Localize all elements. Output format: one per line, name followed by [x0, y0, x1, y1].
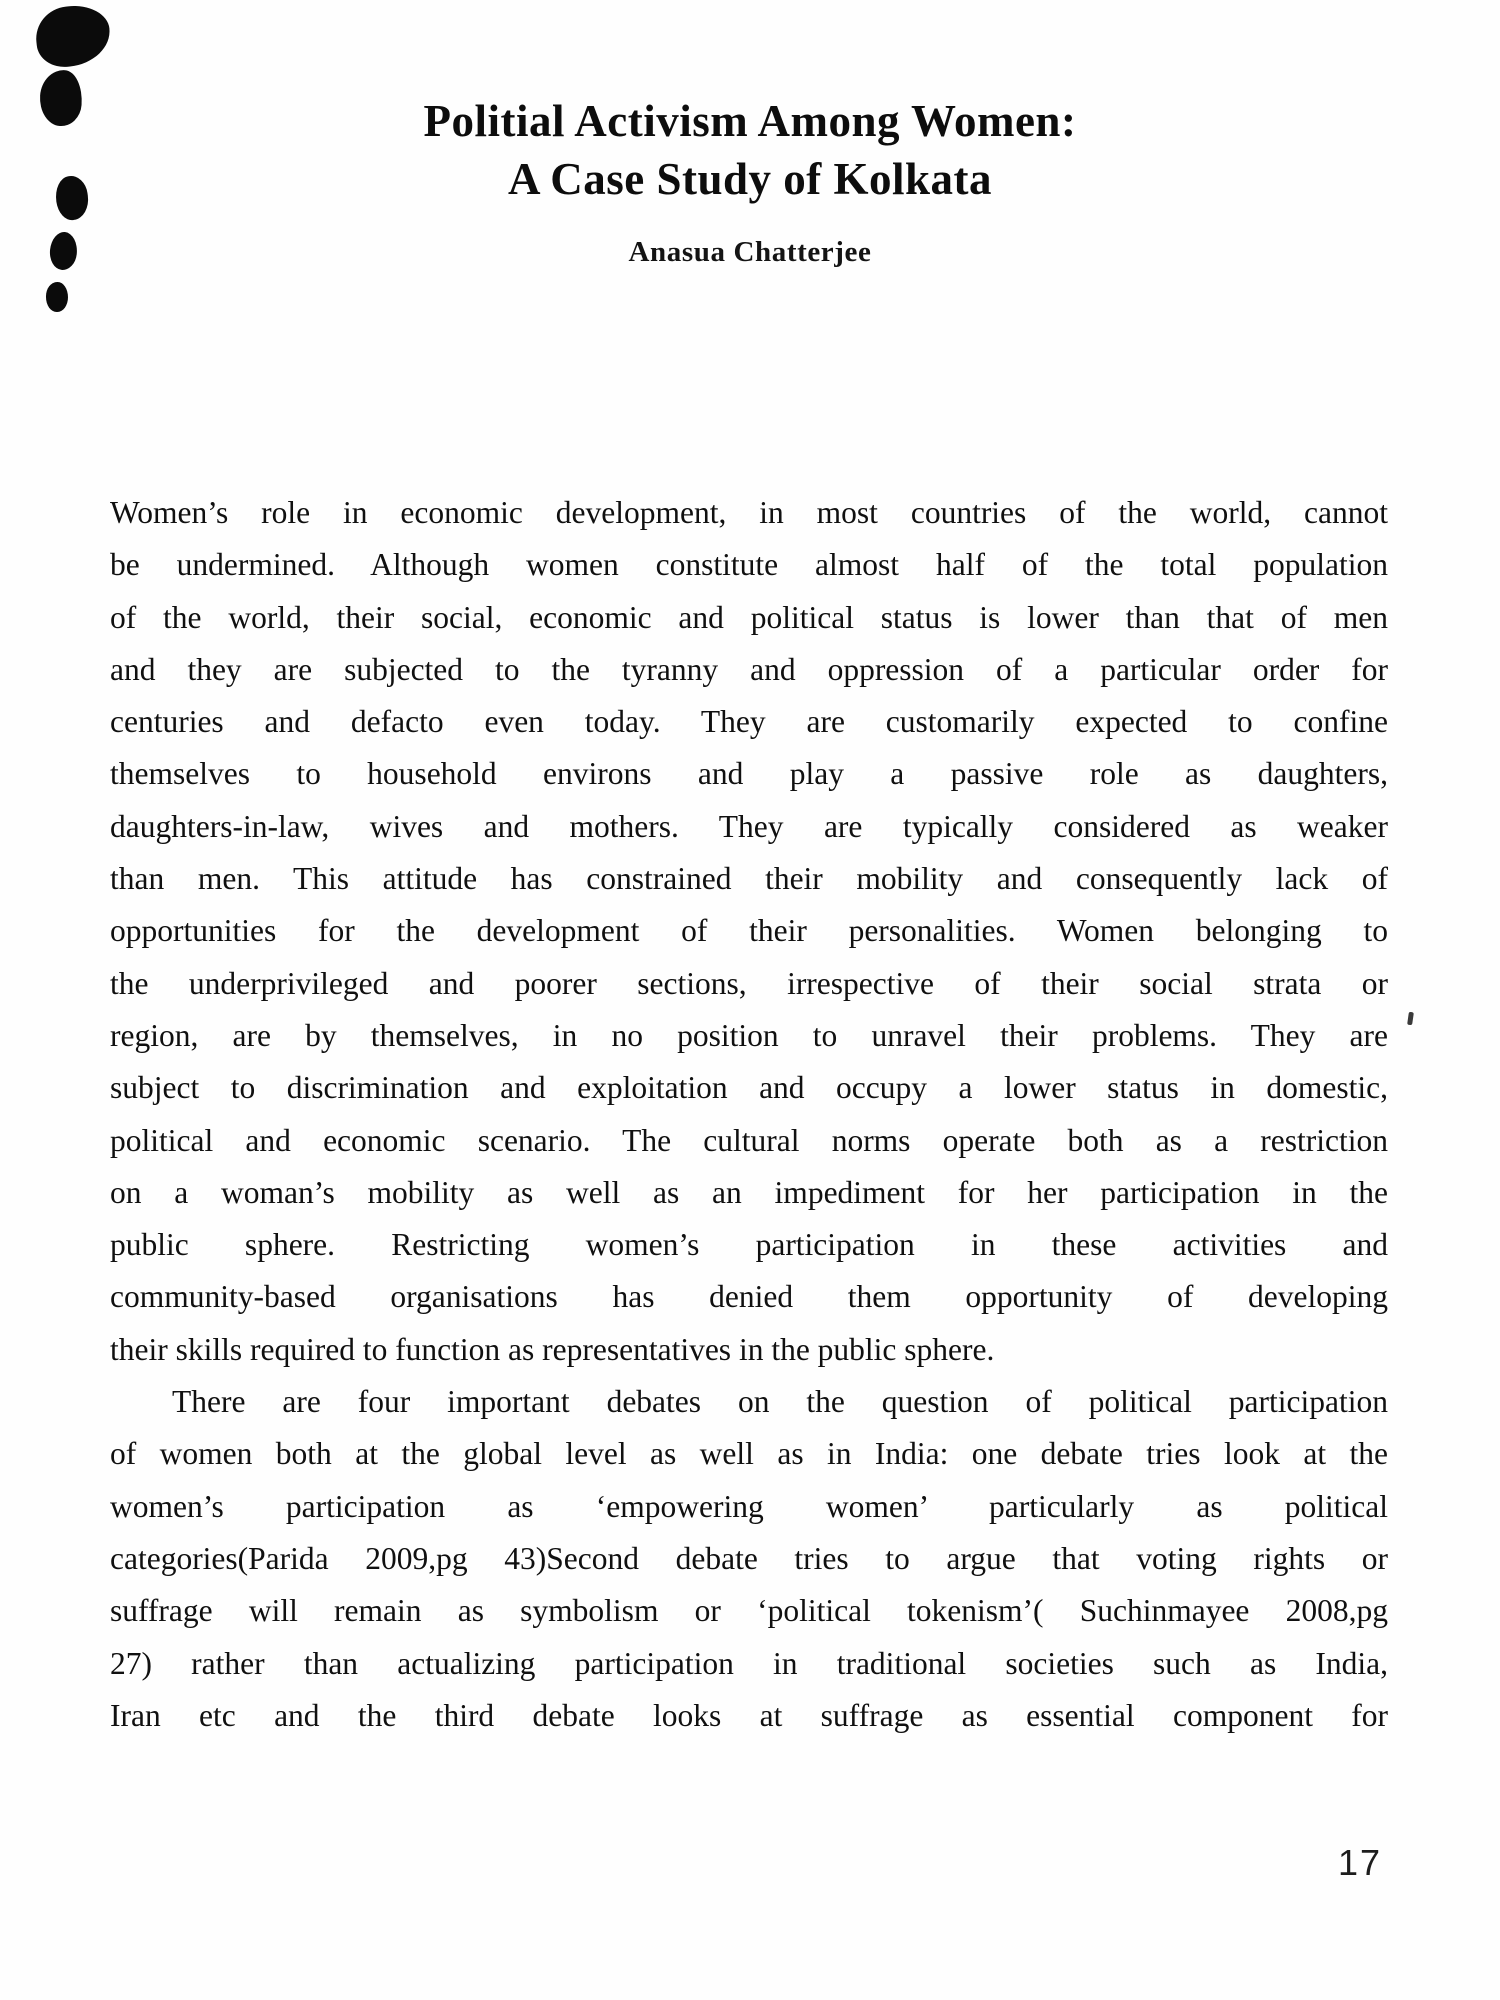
body-line: Women’s role in economic development, in most countries of the world, cannot: [110, 495, 1388, 530]
body-line: centuries and defacto even today. They are customarily expected to confine: [110, 704, 1388, 740]
body-line: of women both at the global level as well as in India: one debate tries look at the: [110, 1436, 1388, 1472]
body-line: themselves to household environs and play a passive role as daughters,: [110, 756, 1388, 792]
author-name: Anasua Chatterjee: [628, 236, 872, 268]
body-line: There are four important debates on the question of political participation: [172, 1384, 1388, 1420]
body-line: public sphere. Restricting women’s participation in these activities and: [110, 1227, 1388, 1263]
body-line: political and economic scenario. The cultural norms operate both as a restriction: [110, 1122, 1388, 1158]
page-title: [0, 92, 1500, 208]
body-line: be undermined. Although women constitute almost half of the total population: [110, 547, 1388, 583]
body-line: the underprivileged and poorer sections, irrespective of their social strata or: [110, 965, 1388, 1001]
body-line: community-based organisations has denied them opportunity of developing: [110, 1279, 1388, 1315]
body-line: suffrage will remain as symbolism or ‘political tokenism’( Suchinmayee 2008,pg: [110, 1593, 1388, 1629]
body-line: their skills required to function as representatives in the public sphere.: [110, 1331, 995, 1367]
body-line: and they are subjected to the tyranny and oppression of a particular order for: [110, 651, 1388, 687]
body-line: opportunities for the development of their personalities. Women belonging to: [110, 913, 1388, 949]
body-line: region, are by themselves, in no position to unravel their problems. They are: [110, 1017, 1388, 1053]
body-line: daughters-in-law, wives and mothers. They are typically considered as weaker: [110, 808, 1388, 844]
body-line: subject to discrimination and exploitation and occupy a lower status in domestic,: [110, 1070, 1388, 1106]
scan-speck-artifact: [1407, 1012, 1414, 1026]
body-line: on a woman’s mobility as well as an impediment for her participation in the: [110, 1174, 1388, 1210]
title-line-1: Politial Activism Among Women:: [423, 96, 1077, 146]
body-line: 27) rather than actualizing participation in traditional societies such as India,: [110, 1645, 1388, 1681]
scan-ink-artifact: [46, 282, 68, 312]
scan-ink-artifact: [33, 2, 113, 69]
body-line: than men. This attitude has constrained their mobility and consequently lack of: [110, 861, 1388, 897]
page-number: 17: [1337, 1842, 1382, 1883]
body-line: of the world, their social, economic and political status is lower than that of men: [110, 599, 1388, 635]
body-line: categories(Parida 2009,pg 43)Second debate tries to argue that voting rights or: [110, 1540, 1388, 1576]
body-text: [110, 487, 1388, 1742]
body-line: Iran etc and the third debate looks at suffrage as essential component for: [110, 1697, 1388, 1733]
title-line-2: A Case Study of Kolkata: [507, 154, 993, 204]
body-line: women’s participation as ‘empowering women’ particularly as political: [110, 1488, 1388, 1524]
